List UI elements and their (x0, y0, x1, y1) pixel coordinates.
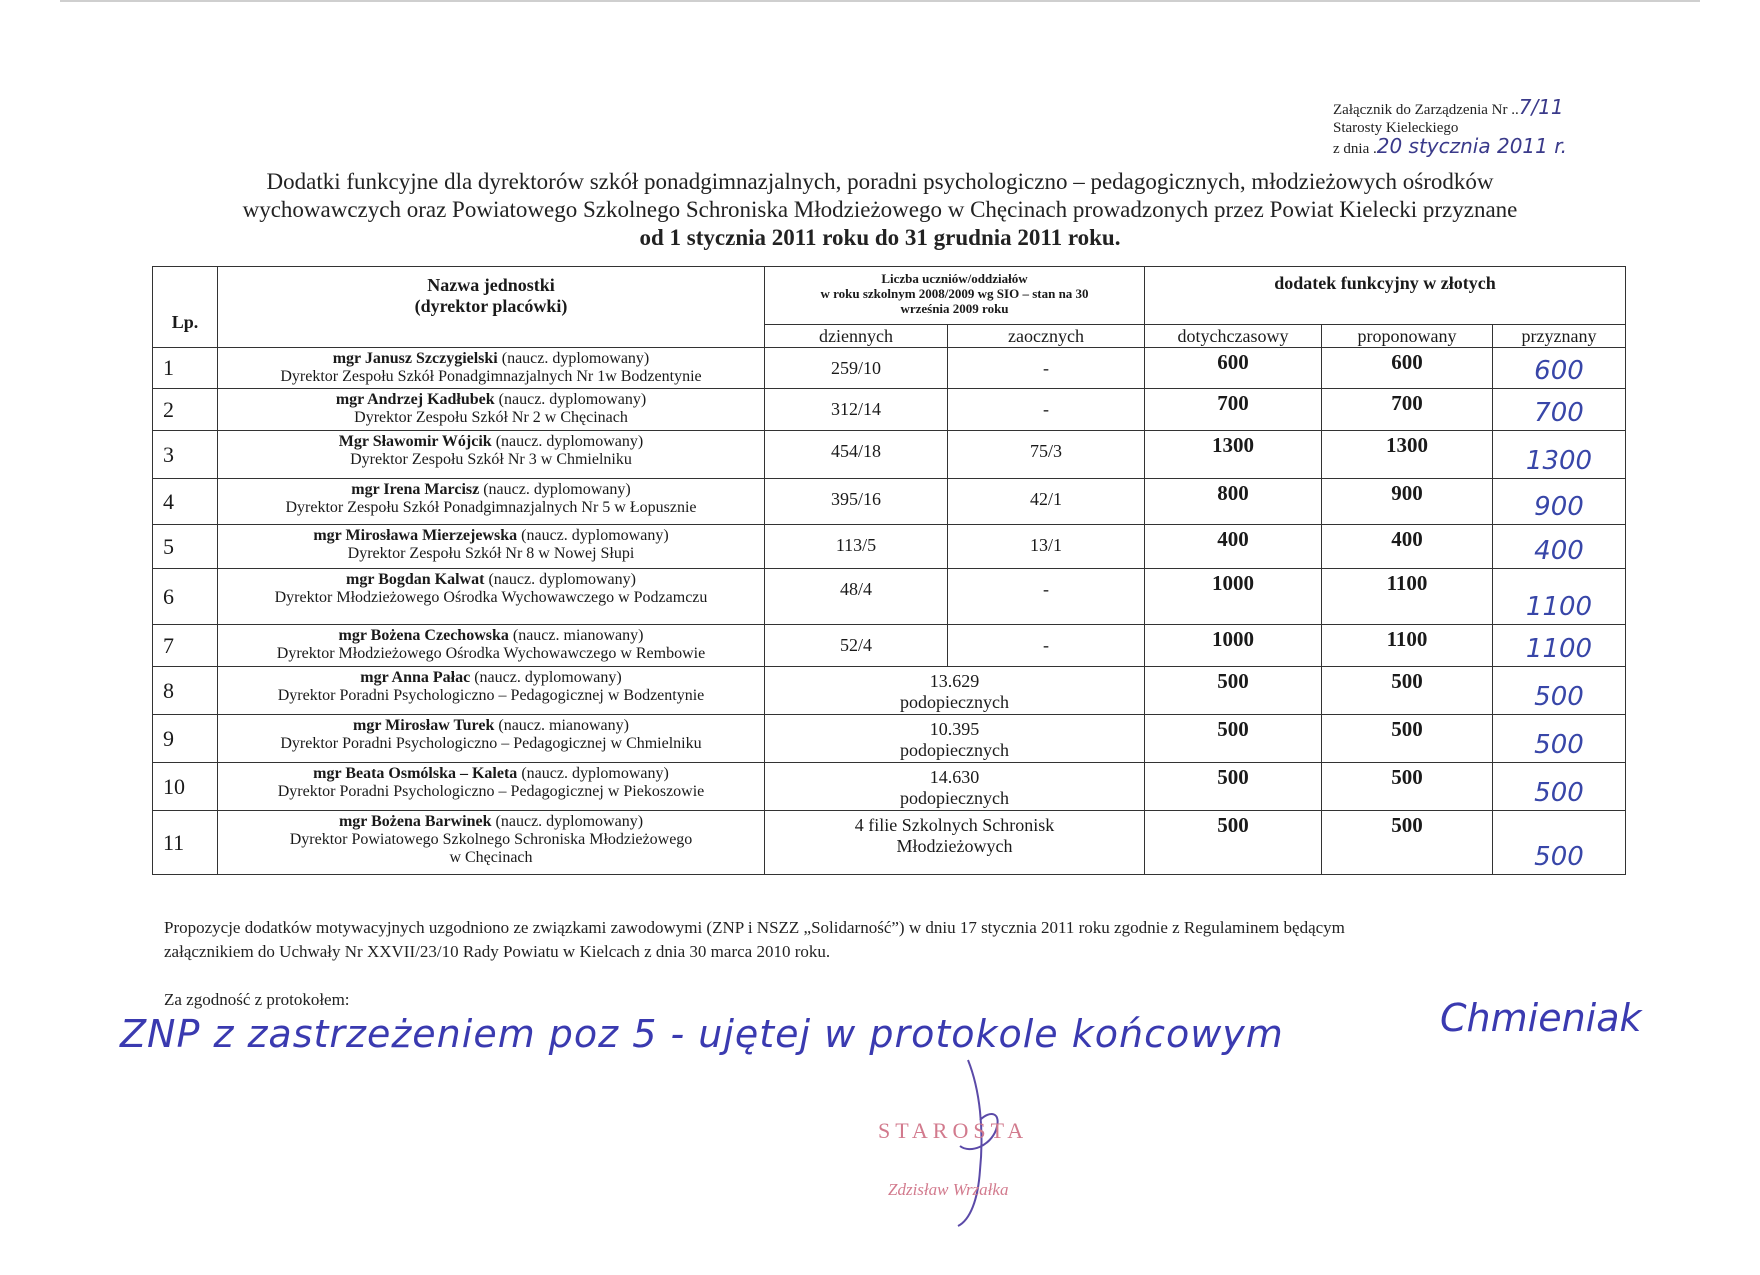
row-lp: 2 (153, 389, 218, 431)
row-proposed: 500 (1322, 715, 1493, 763)
stamp-name: Zdzisław Wrzałka (888, 1180, 1009, 1199)
table-row (153, 763, 1626, 811)
table-row (153, 625, 1626, 667)
agreement-line-2: załącznikiem do Uchwały Nr XXVII/23/10 Rady Powiatu w Kielcach z dnia 30 marca 2010 roku. (164, 942, 831, 961)
table-row (153, 389, 1626, 431)
row-granted (1493, 811, 1626, 875)
title-line-2: wychowawczych oraz Powiatowego Szkolnego Schroniska Młodzieżowego w Chęcinach prowadzonych przez Powiat Kielecki przyznane (242, 197, 1518, 222)
row-previous: 500 (1145, 715, 1322, 763)
row-wards: 13.629 podopiecznych (765, 667, 1145, 715)
attachment-number-handwritten: 7/11 (1518, 95, 1564, 119)
title-line-1: Dodatki funkcyjne dla dyrektorów szkół ponadgimnazjalnych, poradni psychologiczno – pedagogicznych, młodzieżowych ośrodków (266, 169, 1494, 194)
attachment-note (1333, 95, 1567, 158)
agreement-line-1: Propozycje dodatków motywacyjnych uzgodniono ze związkami zawodowymi (ZNP i NSZZ „Solidarność”) w dniu 17 stycznia 2011 roku zgodnie z Regulaminem będącym (164, 918, 1345, 937)
row-unit: mgr Mirosław Turek (naucz. mianowany) Dyrektor Poradni Psychologiczno – Pedagogicznej w Chmielniku (218, 715, 765, 763)
granted-handwritten: 600 (1534, 356, 1584, 386)
row-previous: 1000 (1145, 569, 1322, 625)
row-proposed: 500 (1322, 763, 1493, 811)
row-previous: 500 (1145, 667, 1322, 715)
table-row (153, 348, 1626, 389)
row-previous: 500 (1145, 811, 1322, 875)
granted-handwritten: 900 (1534, 492, 1584, 522)
row-previous: 800 (1145, 479, 1322, 525)
document-title (120, 168, 1640, 252)
granted-handwritten: 500 (1534, 730, 1584, 760)
row-proposed: 700 (1322, 389, 1493, 431)
row-unit: mgr Bogdan Kalwat (naucz. dyplomowany) Dyrektor Młodzieżowego Ośrodka Wychowawczego w Podzamczu (218, 569, 765, 625)
row-lp: 10 (153, 763, 218, 811)
scan-edge-line (60, 0, 1700, 2)
row-wards: 10.395 podopiecznych (765, 715, 1145, 763)
row-previous: 1000 (1145, 625, 1322, 667)
row-granted (1493, 479, 1626, 525)
row-daily: 48/4 (765, 569, 948, 625)
row-lp: 6 (153, 569, 218, 625)
agreement-note (164, 916, 1644, 964)
header-daily: dziennych (765, 325, 948, 348)
row-granted (1493, 389, 1626, 431)
table-row (153, 525, 1626, 569)
attachment-date-handwritten: 20 stycznia 2011 r. (1376, 134, 1567, 158)
bonus-table (152, 266, 1626, 875)
row-unit: mgr Irena Marcisz (naucz. dyplomowany) Dyrektor Zespołu Szkół Ponadgimnazjalnych Nr 5 w Łopusznie (218, 479, 765, 525)
row-extramural: - (948, 625, 1145, 667)
header-unit-name: Nazwa jednostki (dyrektor placówki) (218, 267, 765, 348)
row-daily: 113/5 (765, 525, 948, 569)
row-wards: 14.630 podopiecznych (765, 763, 1145, 811)
row-proposed: 1300 (1322, 431, 1493, 479)
header-proposed: proponowany (1322, 325, 1493, 348)
row-granted (1493, 348, 1626, 389)
granted-handwritten: 500 (1534, 842, 1584, 872)
row-granted (1493, 431, 1626, 479)
granted-handwritten: 700 (1534, 398, 1584, 428)
handwritten-signature: Chmieniak (1440, 996, 1642, 1040)
row-extramural: 13/1 (948, 525, 1145, 569)
row-extramural: 42/1 (948, 479, 1145, 525)
row-proposed: 1100 (1322, 625, 1493, 667)
header-bonus: dodatek funkcyjny w złotych (1145, 267, 1626, 325)
row-daily: 312/14 (765, 389, 948, 431)
row-unit: mgr Andrzej Kadłubek (naucz. dyplomowany) Dyrektor Zespołu Szkół Nr 2 w Chęcinach (218, 389, 765, 431)
row-wards: 4 filie Szkolnych Schronisk Młodzieżowych (765, 811, 1145, 875)
title-line-3: od 1 stycznia 2011 roku do 31 grudnia 2011 roku. (639, 225, 1121, 250)
row-granted (1493, 525, 1626, 569)
row-proposed: 900 (1322, 479, 1493, 525)
row-daily: 395/16 (765, 479, 948, 525)
row-unit: Mgr Sławomir Wójcik (naucz. dyplomowany) Dyrektor Zespołu Szkół Nr 3 w Chmielniku (218, 431, 765, 479)
granted-handwritten: 1100 (1525, 592, 1593, 622)
row-unit: mgr Beata Osmólska – Kaleta (naucz. dyplomowany) Dyrektor Poradni Psychologiczno – Pedagogicznej w Piekoszowie (218, 763, 765, 811)
row-previous: 700 (1145, 389, 1322, 431)
table-row (153, 431, 1626, 479)
granted-handwritten: 500 (1534, 682, 1584, 712)
row-proposed: 400 (1322, 525, 1493, 569)
header-previous: dotychczasowy (1145, 325, 1322, 348)
granted-handwritten: 400 (1534, 536, 1584, 566)
row-unit: mgr Anna Pałac (naucz. dyplomowany) Dyrektor Poradni Psychologiczno – Pedagogicznej w Bodzentynie (218, 667, 765, 715)
table-row (153, 479, 1626, 525)
table-row (153, 569, 1626, 625)
row-extramural: - (948, 389, 1145, 431)
granted-handwritten: 1100 (1525, 634, 1593, 664)
row-previous: 600 (1145, 348, 1322, 389)
row-lp: 5 (153, 525, 218, 569)
header-extramural: zaocznych (948, 325, 1145, 348)
attachment-line-1: Załącznik do Zarządzenia Nr ..7/11 (1333, 95, 1564, 119)
row-granted (1493, 569, 1626, 625)
attachment-line-2: Starosty Kieleckiego (1333, 120, 1459, 136)
row-extramural: - (948, 348, 1145, 389)
granted-handwritten: 500 (1534, 778, 1584, 808)
row-lp: 3 (153, 431, 218, 479)
row-lp: 11 (153, 811, 218, 875)
stamp-title: STAROSTA (878, 1118, 1029, 1143)
row-daily: 454/18 (765, 431, 948, 479)
header-lp: Lp. (153, 267, 218, 348)
row-previous: 400 (1145, 525, 1322, 569)
handwritten-union-note: ZNP z zastrzeżeniem poz 5 - ujętej w protokole końcowym (120, 1012, 1284, 1056)
row-daily: 52/4 (765, 625, 948, 667)
row-lp: 7 (153, 625, 218, 667)
row-granted (1493, 715, 1626, 763)
conformity-label: Za zgodność z protokołem: (164, 990, 350, 1009)
row-proposed: 1100 (1322, 569, 1493, 625)
row-previous: 1300 (1145, 431, 1322, 479)
row-granted (1493, 763, 1626, 811)
row-proposed: 600 (1322, 348, 1493, 389)
granted-handwritten: 1300 (1525, 446, 1593, 476)
row-unit: mgr Janusz Szczygielski (naucz. dyplomowany) Dyrektor Zespołu Szkół Ponadgimnazjalnych Nr 1w Bodzentynie (218, 348, 765, 389)
row-daily: 259/10 (765, 348, 948, 389)
row-granted (1493, 625, 1626, 667)
header-student-count: Liczba uczniów/oddziałów w roku szkolnym 2008/2009 wg SIO – stan na 30 września 2009 roku (765, 267, 1145, 325)
row-previous: 500 (1145, 763, 1322, 811)
row-extramural: - (948, 569, 1145, 625)
row-proposed: 500 (1322, 811, 1493, 875)
table-row (153, 715, 1626, 763)
row-lp: 8 (153, 667, 218, 715)
header-granted: przyznany (1493, 325, 1626, 348)
row-lp: 9 (153, 715, 218, 763)
table-row (153, 667, 1626, 715)
table-row (153, 811, 1626, 875)
attachment-line-3: z dnia .20 stycznia 2011 r. (1333, 134, 1567, 158)
row-unit: mgr Bożena Czechowska (naucz. mianowany) Dyrektor Młodzieżowego Ośrodka Wychowawczego w Rembowie (218, 625, 765, 667)
row-lp: 4 (153, 479, 218, 525)
row-unit: mgr Bożena Barwinek (naucz. dyplomowany) Dyrektor Powiatowego Szkolnego Schroniska Młodzieżowego w Chęcinach (218, 811, 765, 875)
row-lp: 1 (153, 348, 218, 389)
row-unit: mgr Mirosława Mierzejewska (naucz. dyplomowany) Dyrektor Zespołu Szkół Nr 8 w Nowej Słupi (218, 525, 765, 569)
row-proposed: 500 (1322, 667, 1493, 715)
row-extramural: 75/3 (948, 431, 1145, 479)
row-granted (1493, 667, 1626, 715)
